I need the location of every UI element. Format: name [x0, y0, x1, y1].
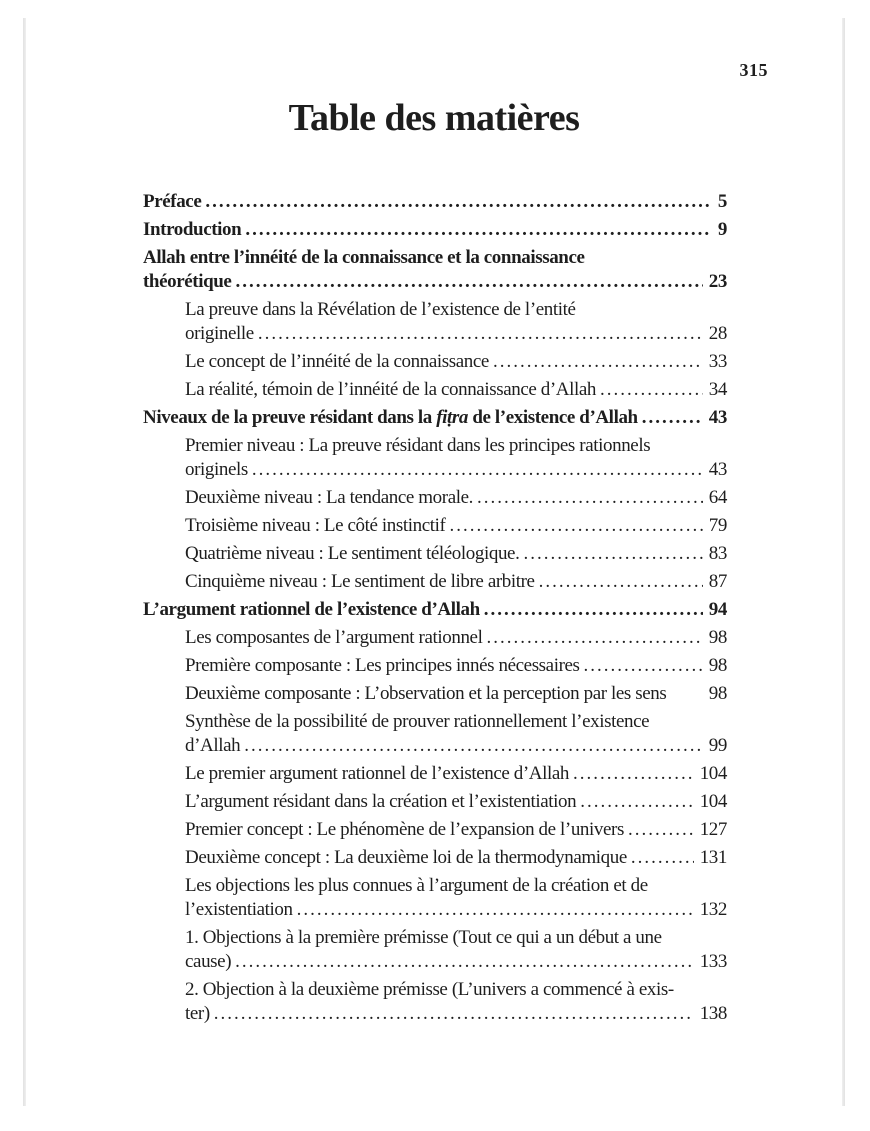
toc-entry-page-number: 43: [708, 407, 727, 428]
toc-entry: [143, 514, 727, 538]
toc-entry-text: d’Allah: [185, 735, 241, 756]
toc-entry-text: L’argument résidant dans la création et l’existentiation: [185, 791, 577, 812]
toc-entry: [143, 818, 727, 842]
toc-entry-page-number: 133: [699, 951, 727, 972]
toc-entry-text: Les objections les plus connues à l’argument de la création et de: [185, 875, 648, 896]
dot-leader: [258, 322, 703, 346]
toc-entry-text: Troisième niveau : Le côté instinctif: [185, 515, 446, 536]
toc-entry-line: [185, 734, 727, 758]
toc-entry-line: [185, 458, 727, 482]
toc-entry-page-number: 99: [708, 735, 727, 756]
page-title: Table des matières: [288, 97, 580, 139]
toc-entry-text: L’argument rationnel de l’existence d’Allah: [143, 599, 480, 620]
toc-entry-line: [185, 322, 727, 346]
toc-entry: [143, 626, 727, 650]
toc-entry-line: [185, 350, 727, 374]
dot-leader: [493, 350, 703, 374]
toc-entry: [143, 406, 727, 430]
toc-entry-page-number: 98: [708, 627, 727, 648]
toc-entry-text: Le premier argument rationnel de l’existence d’Allah: [185, 763, 570, 784]
toc-entry-page-number: 94: [708, 599, 727, 620]
toc-entry: [143, 246, 727, 294]
toc-entry-line: [185, 682, 727, 706]
toc-entry-line: [143, 270, 727, 294]
toc-entry-text: Le concept de l’innéité de la connaissance: [185, 351, 489, 372]
toc-entry: [143, 434, 727, 482]
toc-entry: [143, 790, 727, 814]
toc-entry-line: [185, 570, 727, 594]
toc-entry: [143, 298, 727, 346]
toc-entry-text: Premier niveau : La preuve résidant dans les principes rationnels: [185, 435, 651, 456]
dot-leader: [235, 950, 694, 974]
toc-entry: [143, 350, 727, 374]
toc-entry: [143, 762, 727, 786]
toc-entry-line: [185, 710, 727, 734]
toc-entry-text: ter): [185, 1003, 210, 1024]
toc-entry: [143, 874, 727, 922]
toc-entry-page-number: 9: [717, 219, 727, 240]
dot-leader: [486, 626, 702, 650]
toc-entry: [143, 218, 727, 242]
toc-entry-page-number: 98: [708, 683, 727, 704]
toc-entry-line: [185, 926, 727, 950]
toc-entry-text: Synthèse de la possibilité de prouver rationnellement l’existence: [185, 711, 650, 732]
toc-entry-line: [185, 790, 727, 814]
toc-entry: [143, 978, 727, 1026]
toc-entry: [143, 926, 727, 974]
toc-entry-text: 1. Objections à la première prémisse (Tout ce qui a un début a une: [185, 927, 662, 948]
toc-entry-page-number: 104: [699, 791, 727, 812]
toc-entry-text: originels: [185, 459, 248, 480]
dot-leader: [449, 514, 702, 538]
toc-entry: [143, 486, 727, 510]
toc-entry-line: [185, 1002, 727, 1026]
dot-leader: [244, 734, 703, 758]
toc-entry-line: [143, 190, 727, 214]
toc-entry-page-number: 28: [708, 323, 727, 344]
toc-entry-text: Quatrième niveau : Le sentiment téléologique.: [185, 543, 520, 564]
toc-entry-text: Deuxième composante : L’observation et la perception par les sens: [185, 683, 667, 704]
dot-leader: [628, 818, 694, 842]
toc-entry-page-number: 131: [699, 847, 727, 868]
dot-leader: [584, 654, 703, 678]
toc-entry: [143, 682, 727, 706]
toc-entry-page-number: 138: [699, 1003, 727, 1024]
page-edge-left-shadow: [23, 18, 26, 1106]
toc-entry-line: [185, 626, 727, 650]
toc-entry-line: [185, 378, 727, 402]
page-edge-right-shadow: [842, 18, 845, 1106]
toc-entry-text: Niveaux de la preuve résidant dans la fiṭra de l’existence d’Allah: [143, 407, 638, 428]
toc-entry-line: [185, 978, 727, 1002]
toc-entry-text: Les composantes de l’argument rationnel: [185, 627, 483, 648]
toc-entry-line: [185, 846, 727, 870]
toc-entry-page-number: 34: [708, 379, 727, 400]
toc-entry-line: [143, 598, 727, 622]
folio-page-number: 315: [739, 60, 768, 80]
toc-entry-text: La réalité, témoin de l’innéité de la connaissance d’Allah: [185, 379, 596, 400]
dot-leader: [252, 458, 703, 482]
toc-entry-text: 2. Objection à la deuxième prémisse (L’univers a commencé à exis-: [185, 979, 674, 1000]
toc-entry-text: Première composante : Les principes innés nécessaires: [185, 655, 580, 676]
toc-entry-line: [185, 434, 727, 458]
toc-entry-line: [185, 542, 727, 566]
toc-entry: [143, 846, 727, 870]
toc-entry-page-number: 104: [699, 763, 727, 784]
dot-leader: [297, 898, 694, 922]
toc-entry: [143, 542, 727, 566]
toc-entry-line: [143, 246, 727, 270]
dot-leader: [573, 762, 694, 786]
toc-entry: [143, 190, 727, 214]
table-of-contents: [143, 190, 727, 1030]
dot-leader: [214, 1002, 694, 1026]
toc-entry: [143, 378, 727, 402]
toc-entry-text: cause): [185, 951, 232, 972]
toc-entry-page-number: 87: [708, 571, 727, 592]
toc-entry-text: Introduction: [143, 219, 242, 240]
toc-entry-text: Deuxième concept : La deuxième loi de la thermodynamique: [185, 847, 627, 868]
toc-entry-page-number: 33: [708, 351, 727, 372]
dot-leader: [484, 598, 703, 622]
toc-entry-line: [185, 298, 727, 322]
dot-leader: [235, 270, 702, 294]
dot-leader: [580, 790, 693, 814]
toc-entry: [143, 570, 727, 594]
toc-entry-text: Allah entre l’innéité de la connaissance et la connaissance: [143, 247, 585, 268]
toc-entry-text: Deuxième niveau : La tendance morale.: [185, 487, 474, 508]
toc-entry-text: l’existentiation: [185, 899, 293, 920]
toc-entry: [143, 598, 727, 622]
toc-entry-line: [185, 654, 727, 678]
dot-leader: [523, 542, 702, 566]
dot-leader: [600, 378, 703, 402]
dot-leader: [539, 570, 703, 594]
toc-entry-text: théorétique: [143, 271, 232, 292]
toc-entry-text: Premier concept : Le phénomène de l’expansion de l’univers: [185, 819, 624, 840]
toc-entry: [143, 710, 727, 758]
toc-entry-line: [143, 218, 727, 242]
book-page: [23, 18, 845, 1106]
toc-entry-text: Cinquième niveau : Le sentiment de libre arbitre: [185, 571, 535, 592]
toc-entry-page-number: 83: [708, 543, 727, 564]
toc-entry-page-number: 98: [708, 655, 727, 676]
toc-entry-line: [143, 406, 727, 430]
dot-leader: [477, 486, 703, 510]
toc-entry-line: [185, 762, 727, 786]
toc-entry-text: Préface: [143, 191, 202, 212]
toc-entry-text: La preuve dans la Révélation de l’existence de l’entité: [185, 299, 576, 320]
toc-entry-page-number: 43: [708, 459, 727, 480]
toc-entry-page-number: 23: [708, 271, 727, 292]
toc-entry-line: [185, 898, 727, 922]
dot-leader: [642, 406, 703, 430]
toc-entry-page-number: 127: [699, 819, 727, 840]
toc-entry-line: [185, 950, 727, 974]
dot-leader: [205, 190, 712, 214]
toc-entry-text: originelle: [185, 323, 254, 344]
dot-leader: [631, 846, 694, 870]
toc-entry-line: [185, 514, 727, 538]
toc-entry-page-number: 79: [708, 515, 727, 536]
toc-entry-page-number: 64: [708, 487, 727, 508]
dot-leader: [245, 218, 712, 242]
toc-entry-page-number: 5: [717, 191, 727, 212]
toc-entry-line: [185, 486, 727, 510]
toc-entry-line: [185, 818, 727, 842]
toc-entry-line: [185, 874, 727, 898]
toc-entry: [143, 654, 727, 678]
toc-entry-page-number: 132: [699, 899, 727, 920]
